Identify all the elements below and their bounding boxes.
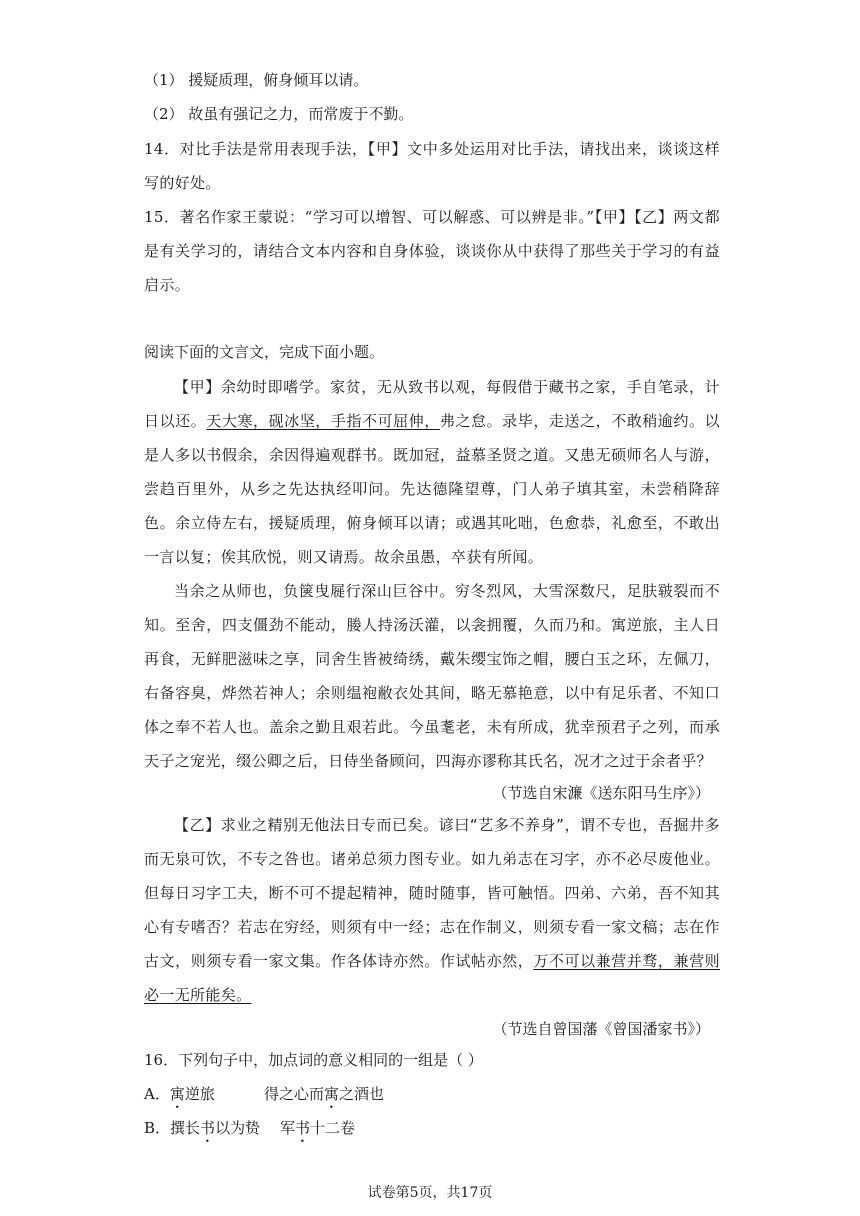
question-16-stem: 16．下列句子中，加点词的意义相同的一组是（ ） bbox=[144, 1051, 483, 1069]
option-a bbox=[144, 1084, 215, 1112]
passage-jia-text-cont: 弗之怠。录毕，走送之，不敢稍逾约。以是人多以书假余，余因得遍观群书。既加冠，益慕圣贤之道。又患无硕师名人与游，尝趋百里外，从乡之先达执经叩问。先达德隆望尊，门人弟子填其室，未尝稍降辞色。余立侍左右，援疑质理，俯身倾耳以请；或遇其叱咄，色愈恭，礼愈至，不敢出一言以复；俟其欣悦，则又请焉。故余虽愚，卒获有所闻。 bbox=[144, 412, 720, 566]
option-a-phrase-2-post: 之酒也 bbox=[339, 1085, 385, 1103]
option-a-phrase-2-pre: 得之心而 bbox=[264, 1085, 325, 1103]
option-b-dotted-word-1: 书 bbox=[200, 1119, 216, 1137]
reading-instruction: 阅读下面的文言文，完成下面小题。 bbox=[144, 343, 385, 361]
passage-jia-source: （节选自宋濂《送东阳马生序》） bbox=[492, 784, 710, 802]
passage-jia-underlined-sentence: 天大寒，砚冰坚，手指不可屈伸， bbox=[206, 412, 440, 430]
passage-jia-paragraph-1 bbox=[144, 370, 720, 574]
q13-item-1: （1） 援疑质理，俯身倾耳以请。 bbox=[144, 71, 369, 89]
option-a-dotted-word-1: 寓 bbox=[169, 1085, 185, 1103]
option-b bbox=[144, 1118, 260, 1146]
passage-yi bbox=[144, 808, 720, 1012]
option-b-phrase-2-post: 十二卷 bbox=[310, 1119, 356, 1137]
option-a-dotted-word-2: 寓 bbox=[324, 1085, 340, 1103]
passage-yi-source: （节选自曾国藩《曾国潘家书》） bbox=[492, 1020, 710, 1038]
passage-yi-text: 【乙】求业之精别无他法日专而已矣。谚曰“艺多不养身”，谓不专也，吾掘井多而无泉可饮，不专之咎也。诸弟总须力图专业。如九弟志在习字，亦不必尽废他业。但每日习字工夫，断不可不提起精神，随时随事，皆可触悟。四弟、六弟，吾不知其心有专嗜否？若志在穷经，则须有中一经；志在作制义，则须专看一家文稿；志在作古文，则须专看一家文集。作各体诗亦然。作试帖亦然， bbox=[144, 816, 720, 970]
question-15: 15．著名作家王蒙说：“学习可以增智、可以解惑、可以辨是非。”【甲】【乙】两文都是有关学习的，请结合文本内容和自身体验，谈谈你从中获得了那些关于学习的有益启示。 bbox=[144, 208, 720, 294]
option-a-phrase-1-post: 逆旅 bbox=[184, 1085, 215, 1103]
option-b-label: B． bbox=[144, 1119, 171, 1137]
option-b-dotted-word-2: 书 bbox=[295, 1119, 311, 1137]
option-a-label: A． bbox=[144, 1085, 170, 1103]
option-b-phrase-1-pre: 撰长 bbox=[170, 1119, 201, 1137]
option-b-phrase-2 bbox=[280, 1118, 355, 1146]
question-14: 14．对比手法是常用表现手法，【甲】文中多处运用对比手法，请找出来，谈谈这样写的好处。 bbox=[144, 140, 720, 192]
option-b-phrase-1-post: 以为贽 bbox=[215, 1119, 261, 1137]
passage-yi-underlined-sentence: 万不可以兼营并骛，兼营则必一无所能矣。 bbox=[144, 952, 720, 1004]
option-b-phrase-2-pre: 军 bbox=[280, 1119, 296, 1137]
option-a-phrase-2 bbox=[264, 1084, 384, 1112]
passage-jia-paragraph-2: 当余之从师也，负箧曳屣行深山巨谷中。穷冬烈风，大雪深数尺，足肤皲裂而不知。至舍，四支僵劲不能动，媵人持汤沃灌，以衾拥覆，久而乃和。寓逆旅，主人日再食，无鲜肥滋味之享，同舍生皆被绮绣，戴朱缨宝饰之帽，腰白玉之环，左佩刀，右备容臭，烨然若神人；余则缊袍敝衣处其间，略无慕艳意，以中有足乐者、不知口体之奉不若人也。盖余之勤且艰若此。今虽耄老，未有所成，犹幸预君子之列，而承天子之宠光，缀公卿之后，日侍坐备顾问，四海亦谬称其氏名，况才之过于余者乎？ bbox=[144, 582, 720, 770]
passage-jia-text: 【甲】余幼时即嗜学。家贫，无从致书以观，每假借于藏书之家，手自笔录，计日以还。 bbox=[144, 378, 720, 430]
q13-item-2: （2） 故虽有强记之力，而常废于不勤。 bbox=[144, 105, 414, 123]
page-footer: 试卷第5页，共17页 bbox=[367, 1185, 493, 1201]
